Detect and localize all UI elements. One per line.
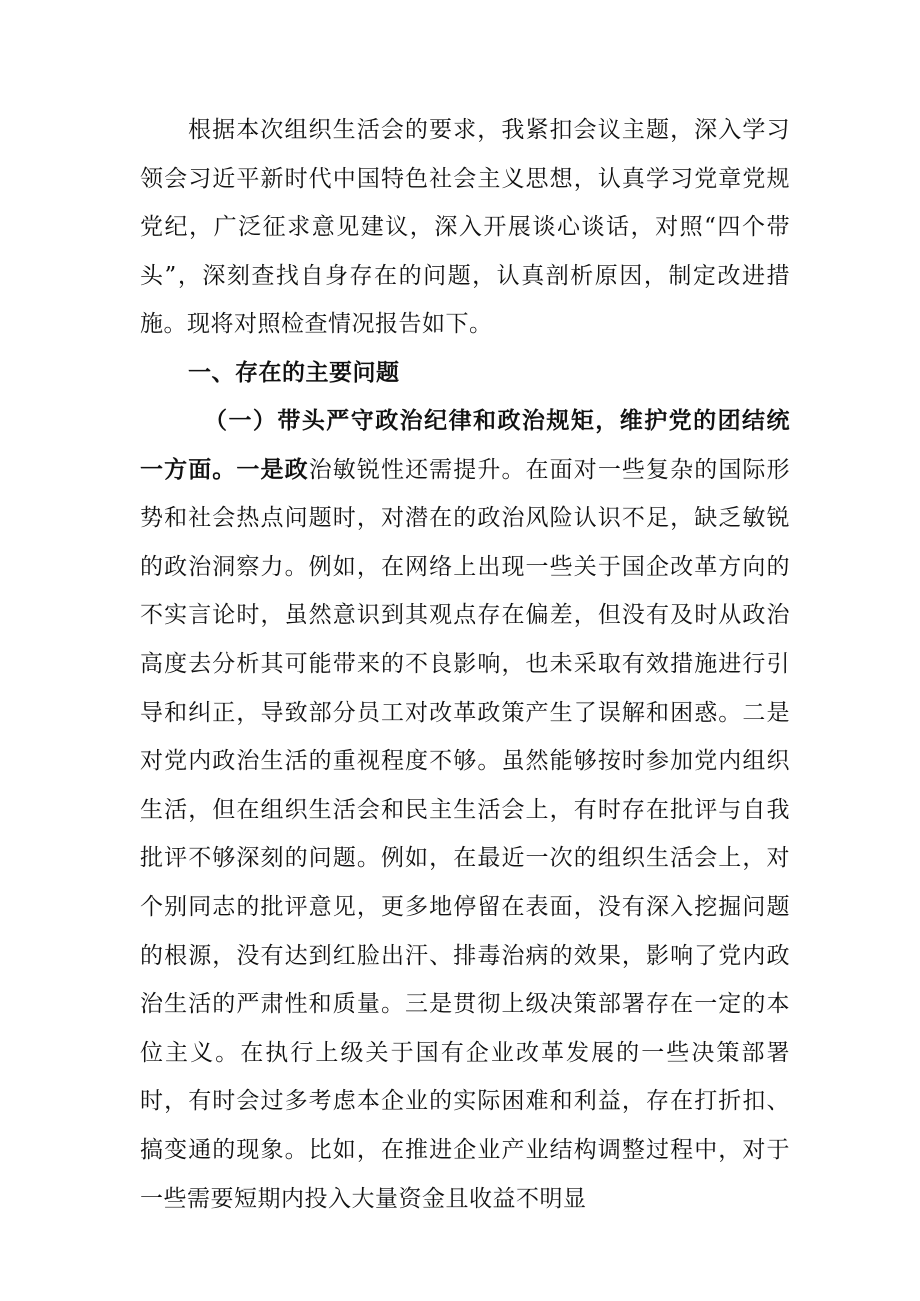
section-heading: 一、存在的主要问题 xyxy=(188,359,400,386)
body-text: 治敏锐性还需提升。在面对一些复杂的国际形势和社会热点问题时，对潜在的政治风险认识不足，缺乏敏锐的政治洞察力。例如，在网络上出现一些关于国企改革方向的不实言论时，虽然意识到其观点存在偏差，但没有及时从政治高度去分析其可能带来的不良影响，也未采取有效措施进行引导和纠正，导致部分员工对改革政策产生了误解和困惑。二是对党内政治生活的重视程度不够。虽然能够按时参加党内组织生活，但在组织生活会和民主生活会上，有时存在批评与自我批评不够深刻的问题。例如，在最近一次的组织生活会上，对个别同志的批评意见，更多地停留在表面，没有深入挖掘问题的根源，没有达到红脸出汗、排毒治病的效果，影响了党内政治生活的严肃性和质量。三是贯彻上级决策部署存在一定的本位主义。在执行上级关于国有企业改革发展的一些决策部署时，有时会过多考虑本企业的实际困难和利益，存在打折扣、搞变通的现象。比如，在推进企业产业结构调整过程中，对于一些需要短期内投入大量资金且收益不明显 xyxy=(140,456,791,1212)
point-one-lead: 一是政 xyxy=(236,455,309,483)
intro-paragraph: 根据本次组织生活会的要求，我紧扣会议主题，深入学习领会习近平新时代中国特色社会主义思想，认真学习党章党规党纪，广泛征求意见建议，深入开展谈心谈话，对照“四个带头”，深刻查找自身存在的问题，认真剖析原因，制定改进措施。现将对照检查情况报告如下。 xyxy=(140,117,790,338)
body-paragraph xyxy=(140,397,790,1223)
subsection-heading: （一）带头严守政治纪律和政治规矩，维护党的团结统一方面。 xyxy=(140,407,790,483)
